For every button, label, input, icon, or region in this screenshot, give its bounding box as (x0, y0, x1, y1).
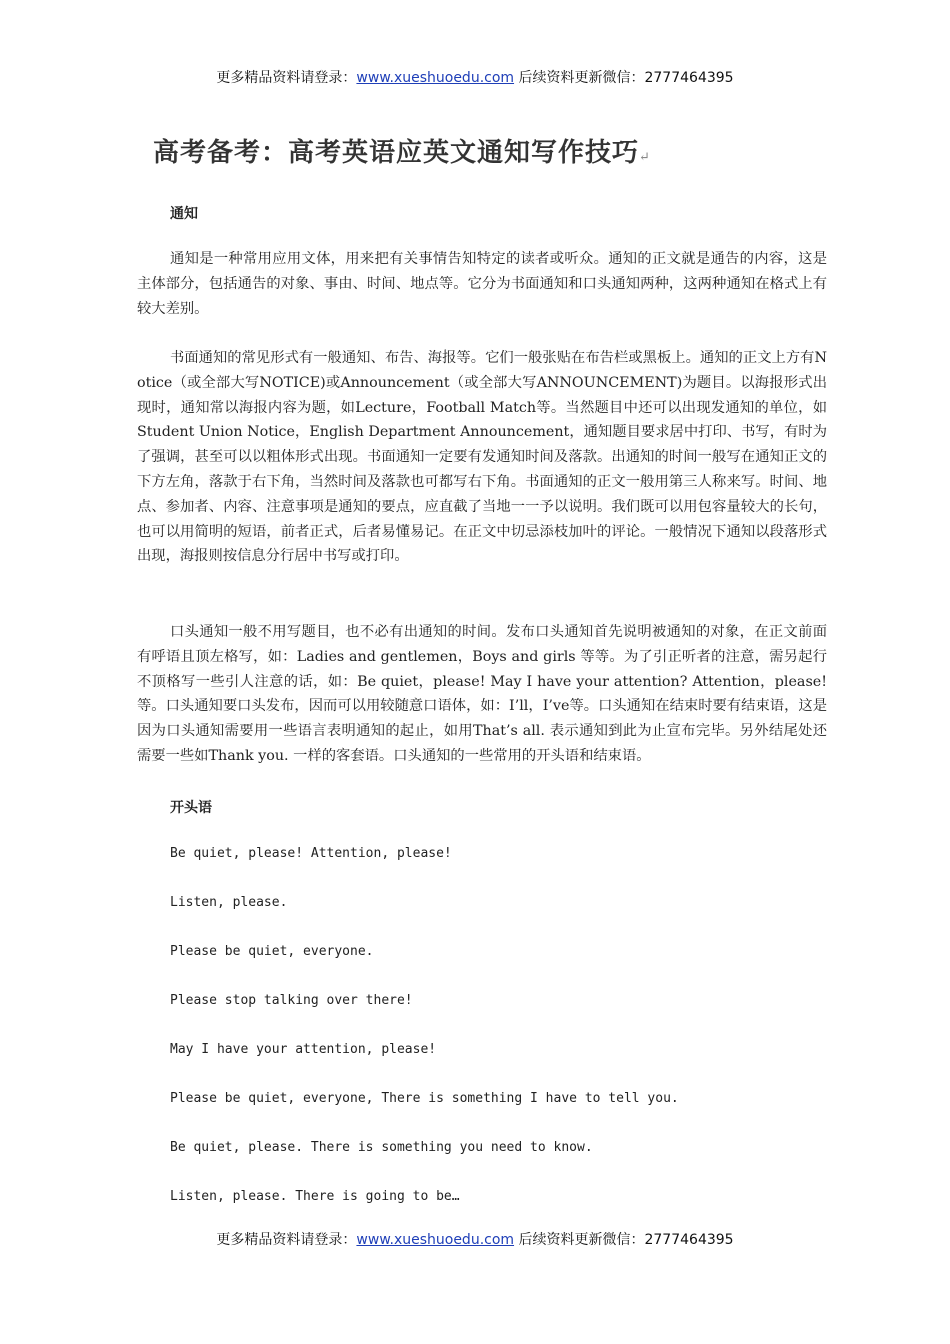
paragraph-oral-notice: 口头通知一般不用写题目，也不必有出通知的时间。发布口头通知首先说明被通知的对象，在正文前面有呼语且顶左格写，如：Ladies and gentlemen，Boys and girls 等等。为了引正听者的注意，需另起行不顶格写一些引人注意的话，如：Be quiet，please! May I have your attention? Attention，please! 等。口头通知要口头发布，因而可以用较随意口语体，如：I’ll，I’ve等。口头通知在结束时要有结束语，这是因为口头通知需要用一些语言表明通知的起止，如用That’s all. 表示通知到此为止宣布完毕。另外结尾处还需要一些如Thank you. 一样的客套语。口头通知的一些常用的开头语和结束语。 (137, 624, 827, 764)
banner-suffix: 后续资料更新微信：2777464395 (514, 1232, 734, 1248)
opening-phrase: Please be quiet, everyone. (170, 944, 374, 959)
footer-banner (0, 1229, 950, 1249)
paragraph-written-notice: 书面通知的常见形式有一般通知、布告、海报等。它们一般张贴在布告栏或黑板上。通知的正文上方有Notice（或全部大写NOTICE)或Announcement（或全部大写ANNOUNCEMENT)为题目。以海报形式出现时，通知常以海报内容为题，如Lecture，Football Match等。当然题目中还可以出现发通知的单位，如Student Union Notice，English Department Announcement，通知题目要求居中打印、书写，有时为了强调，甚至可以以粗体形式出现。书面通知一定要有发通知时间及落款。出通知的时间一般写在通知正文的下方左角，落款于右下角，当然时间及落款也可都写右下角。书面通知的正文一般用第三人称来写。时间、地点、参加者、内容、注意事项是通知的要点，应直截了当地一一予以说明。我们既可以用包容量较大的长句，也可以用简明的短语，前者正式，后者易懂易记。在正文中切忌添枝加叶的评论。一般情况下通知以段落形式出现，海报则按信息分行居中书写或打印。 (137, 350, 827, 565)
section-heading-opening-phrases: 开头语 (170, 800, 212, 816)
opening-phrase: Please stop talking over there! (170, 993, 413, 1008)
website-link[interactable]: www.xueshuoedu.com (356, 1232, 515, 1248)
opening-phrase: Listen, please. There is going to be… (170, 1189, 460, 1204)
banner-prefix: 更多精品资料请登录： (216, 1232, 357, 1248)
opening-phrase: Be quiet, please! Attention, please! (170, 846, 452, 861)
page-title (153, 132, 651, 169)
header-banner (0, 67, 950, 87)
page-title-text: 高考备考：高考英语应英文通知写作技巧 (153, 138, 640, 168)
opening-phrase: Please be quiet, everyone, There is something I have to tell you. (170, 1091, 679, 1106)
paragraph-mark-icon: ↵ (639, 150, 651, 165)
banner-suffix: 后续资料更新微信：2777464395 (514, 70, 734, 86)
paragraph-intro: 通知是一种常用应用文体，用来把有关事情告知特定的读者或听众。通知的正文就是通告的内容，这是主体部分，包括通告的对象、事由、时间、地点等。它分为书面通知和口头通知两种，这两种通知在格式上有较大差别。 (137, 251, 827, 317)
opening-phrase: Listen, please. (170, 895, 288, 910)
opening-phrase: May I have your attention, please! (170, 1042, 437, 1057)
banner-prefix: 更多精品资料请登录： (216, 70, 357, 86)
website-link[interactable]: www.xueshuoedu.com (356, 70, 515, 86)
section-heading-notice: 通知 (170, 206, 198, 222)
opening-phrase: Be quiet, please. There is something you need to know. (170, 1140, 593, 1155)
